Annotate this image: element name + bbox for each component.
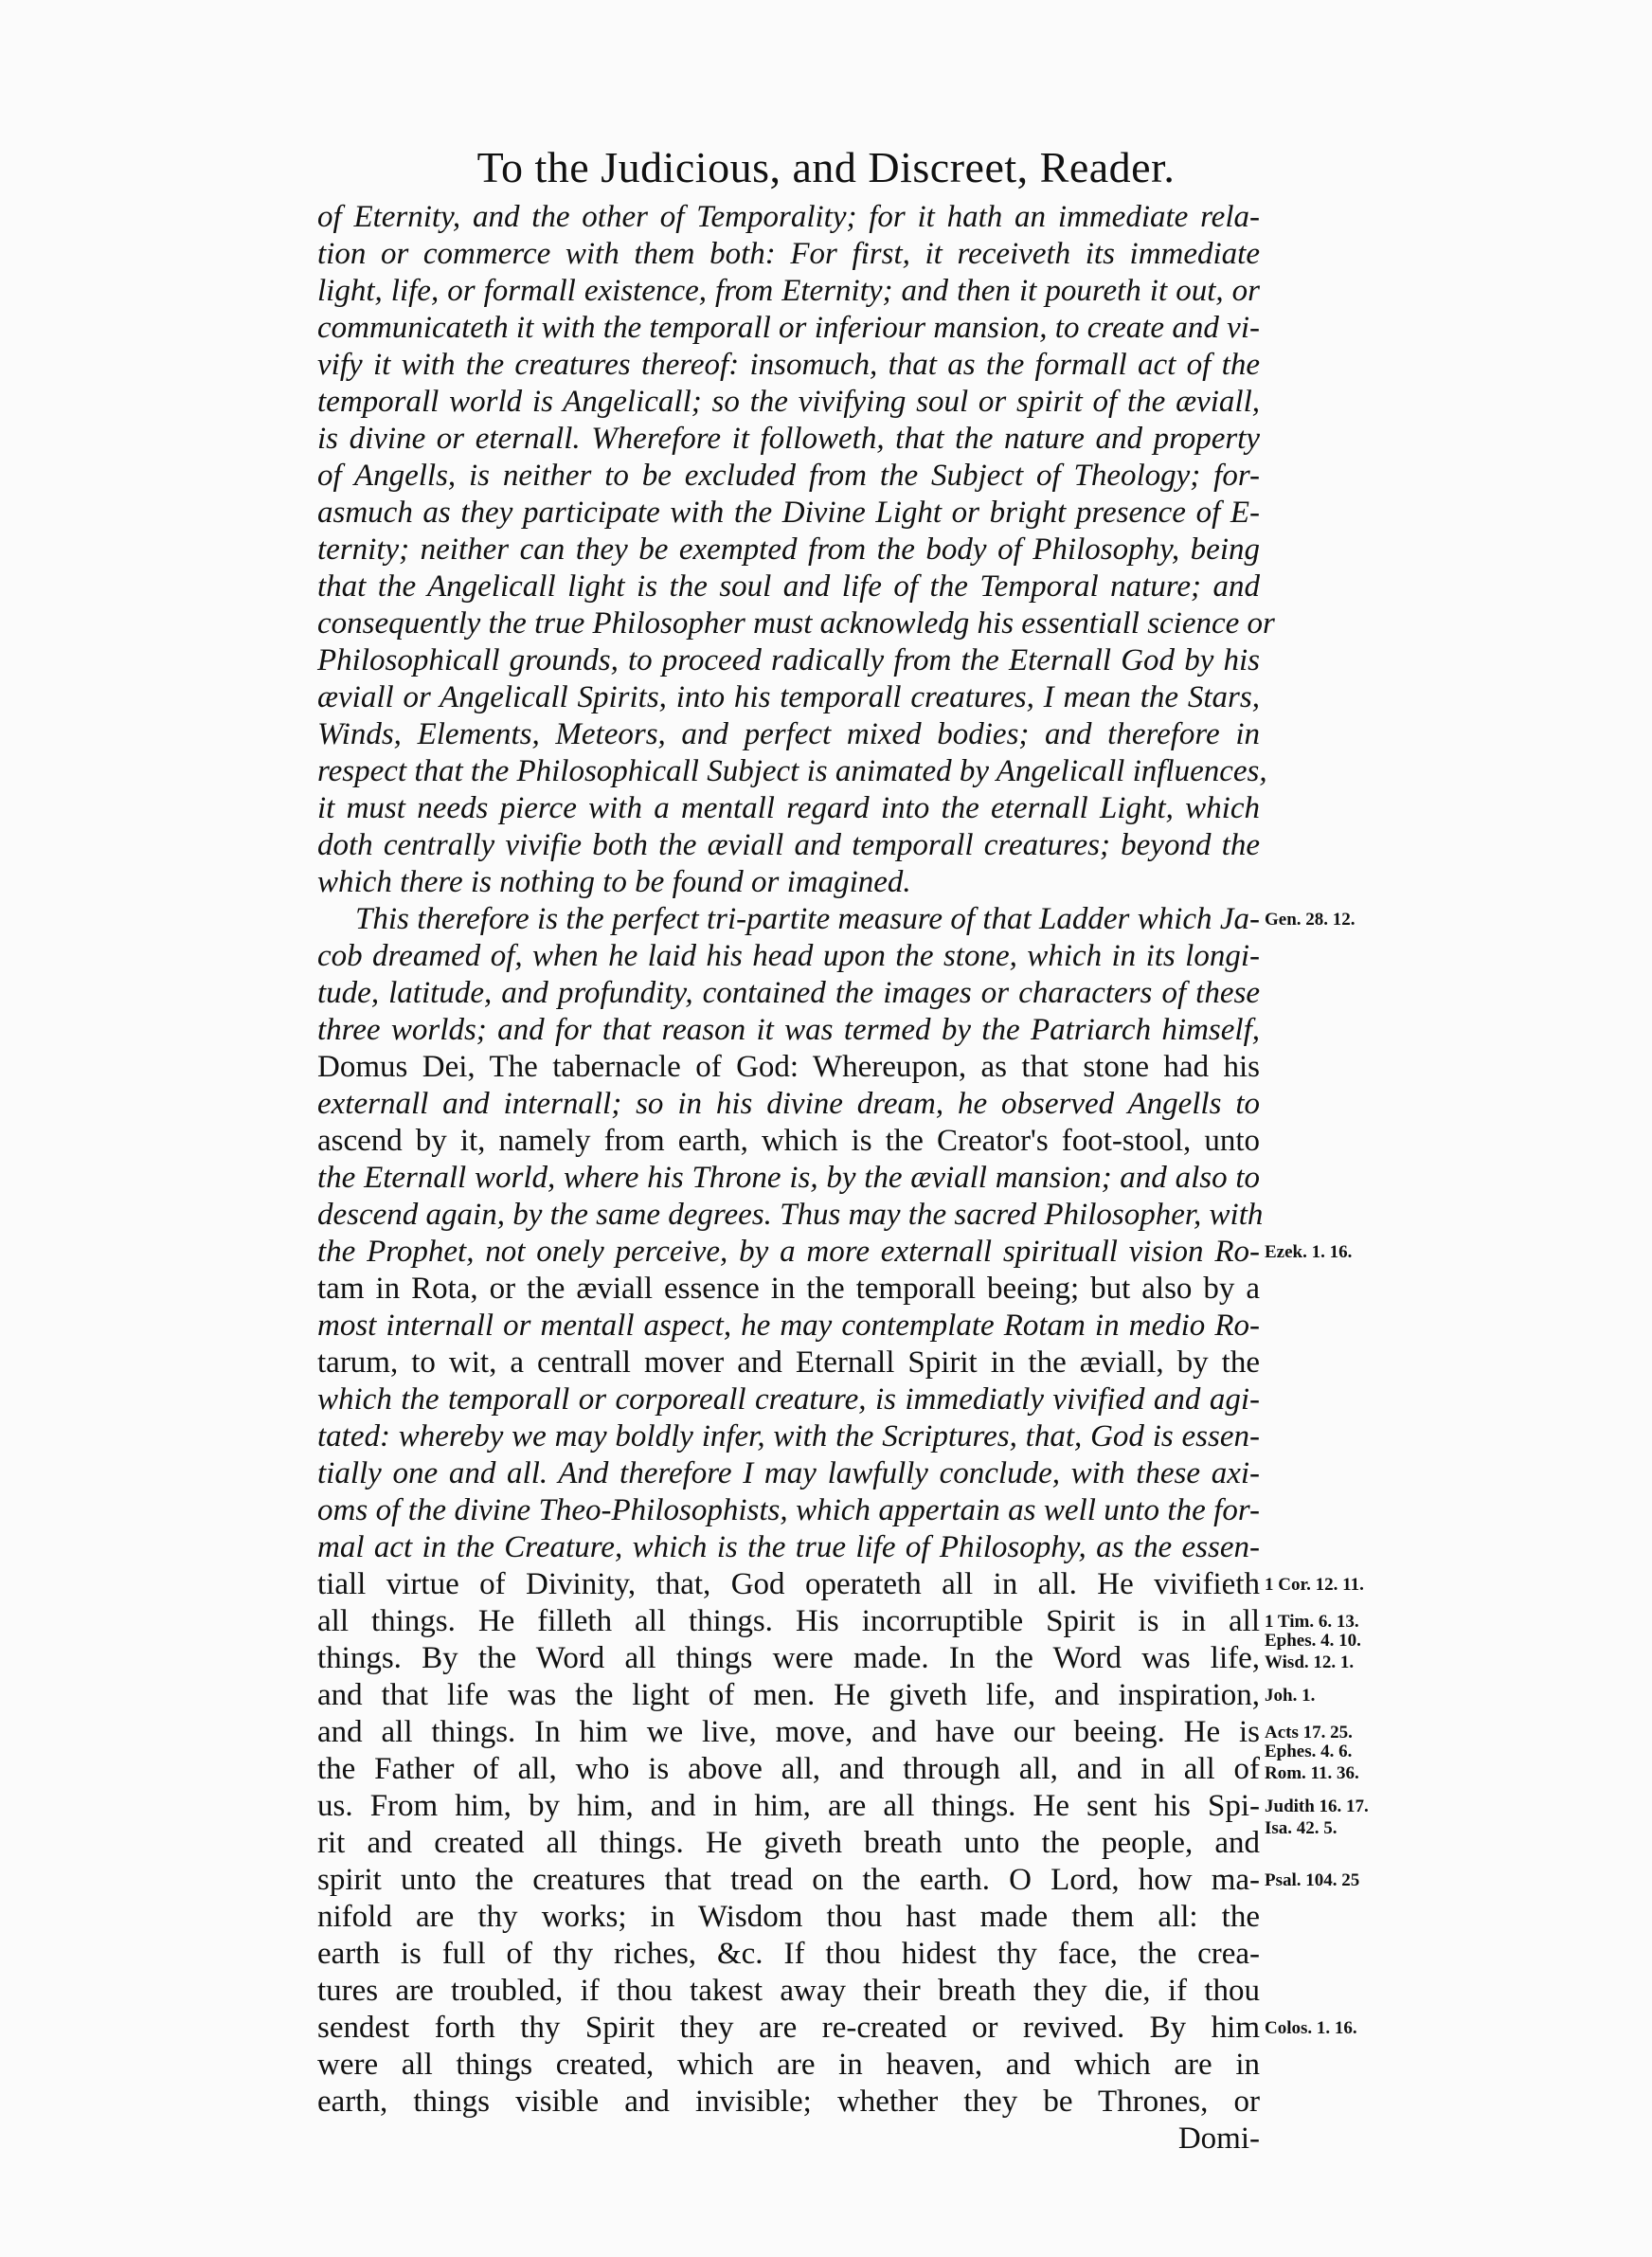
text-line: asmuch as they participate with the Divine Light or bright presence of E- (317, 496, 1260, 530)
text-line: us. From him, by him, and in him, are all things. He sent his Spi- (317, 1789, 1260, 1823)
text-line: spirit unto the creatures that tread on the earth. O Lord, how ma- (317, 1863, 1260, 1897)
text-line: mal act in the Creature, which is the true life of Philosophy, as the essen- (317, 1530, 1260, 1564)
running-header: To the Judicious, and Discreet, Reader. (476, 143, 1176, 191)
margin-note: Acts 17. 25. (1265, 1723, 1353, 1742)
margin-note: Wisd. 12. 1. (1265, 1652, 1355, 1672)
text-line: communicateth it with the temporall or inferiour mansion, to create and vi- (317, 311, 1260, 345)
text-line: Domus Dei, The tabernacle of God: Whereupon, as that stone had his (317, 1050, 1260, 1084)
text-line: sendest forth thy Spirit they are re-created or revived. By him (317, 2011, 1260, 2045)
text-line: tially one and all. And therefore I may lawfully conclude, with these axi- (317, 1456, 1260, 1490)
text-line: Winds, Elements, Meteors, and perfect mixed bodies; and therefore in (317, 717, 1260, 751)
text-line: descend again, by the same degrees. Thus may the sacred Philosopher, with (317, 1198, 1264, 1232)
text-line: all things. He filleth all things. His incorruptible Spirit is in all (317, 1604, 1260, 1638)
margin-note: Isa. 42. 5. (1265, 1818, 1338, 1839)
text-line: This therefore is the perfect tri-partite measure of that Ladder which Ja- (355, 902, 1260, 936)
text-line: that the Angelicall light is the soul and life of the Temporal nature; and (317, 569, 1260, 604)
text-line: Philosophicall grounds, to proceed radically from the Eternall God by his (317, 643, 1260, 677)
text-line: æviall or Angelicall Spirits, into his temporall creatures, I mean the Stars, (317, 680, 1260, 714)
text-line: ternity; neither can they be exempted from the body of Philosophy, being (317, 533, 1260, 567)
text-line: and that life was the light of men. He giveth life, and inspiration, (317, 1678, 1260, 1712)
margin-note: Colos. 1. 16. (1265, 2018, 1357, 2038)
text-line: three worlds; and for that reason it was termed by the Patriarch himself, (317, 1013, 1260, 1047)
margin-note: Ephes. 4. 10. (1265, 1630, 1361, 1651)
margin-note: Gen. 28. 12. (1265, 910, 1356, 930)
margin-note: 1 Tim. 6. 13. (1265, 1612, 1359, 1632)
margin-note: Psal. 104. 25 (1265, 1870, 1360, 1890)
margin-note: Rom. 11. 36. (1265, 1762, 1359, 1783)
margin-note: Joh. 1. (1265, 1686, 1316, 1706)
text-line: most internall or mentall aspect, he may contemplate Rotam in medio Ro- (317, 1309, 1260, 1343)
text-line: oms of the divine Theo-Philosophists, which appertain as well unto the for- (317, 1493, 1260, 1527)
text-line: ascend by it, namely from earth, which is the Creator's foot-stool, unto (317, 1124, 1260, 1158)
text-line: tion or commerce with them both: For first, it receiveth its immediate (317, 237, 1260, 271)
text-line: of Angells, is neither to be excluded from the Subject of Theology; for- (317, 459, 1260, 493)
text-line: vify it with the creatures thereof: insomuch, that as the formall act of the (317, 348, 1260, 382)
text-line: and all things. In him we live, move, and have our beeing. He is (317, 1715, 1260, 1749)
text-line: the Father of all, who is above all, and through all, and in all of (317, 1752, 1260, 1786)
text-body (317, 199, 1275, 2158)
margin-note: Ezek. 1. 16. (1265, 1242, 1353, 1262)
text-line: tiall virtue of Divinity, that, God operateth all in all. He vivifieth (317, 1567, 1260, 1601)
text-line: light, life, or formall existence, from Eternity; and then it poureth it out, or (317, 274, 1260, 308)
text-line: temporall world is Angelicall; so the vivifying soul or spirit of the æviall, (317, 385, 1260, 419)
text-line: tarum, to wit, a centrall mover and Eternall Spirit in the æviall, by the (317, 1345, 1260, 1380)
text-line: the Eternall world, where his Throne is, by the æviall mansion; and also to (317, 1161, 1260, 1195)
margin-note: 1 Cor. 12. 11. (1265, 1575, 1364, 1595)
text-line: doth centrally vivifie both the æviall and temporall creatures; beyond the (317, 828, 1260, 862)
text-line: which there is nothing to be found or imagined. (317, 865, 911, 899)
text-line: consequently the true Philosopher must acknowledg his essentiall science or (317, 606, 1275, 641)
text-line: is divine or eternall. Wherefore it followeth, that the nature and property (317, 422, 1260, 456)
text-line: tated: whereby we may boldly infer, with the Scriptures, that, God is essen- (317, 1419, 1260, 1454)
text-line: tures are troubled, if thou takest away their breath they die, if thou (317, 1974, 1260, 2008)
text-line: externall and internall; so in his divine dream, he observed Angells to (317, 1087, 1260, 1121)
text-line: it must needs pierce with a mentall regard into the eternall Light, which (317, 791, 1260, 825)
text-line: the Prophet, not onely perceive, by a more externall spirituall vision Ro- (317, 1235, 1260, 1269)
text-line: were all things created, which are in heaven, and which are in (317, 2048, 1260, 2082)
text-line: earth is full of thy riches, &c. If thou hidest thy face, the crea- (317, 1937, 1260, 1971)
text-line: respect that the Philosophicall Subject is animated by Angelicall influences, (317, 754, 1267, 788)
text-line: earth, things visible and invisible; whether they be Thrones, or (317, 2085, 1260, 2119)
text-line: cob dreamed of, when he laid his head upon the stone, which in its longi- (317, 939, 1260, 973)
text-line: rit and created all things. He giveth breath unto the people, and (317, 1826, 1260, 1860)
text-line: nifold are thy works; in Wisdom thou hast made them all: the (317, 1900, 1260, 1934)
text-line: things. By the Word all things were made. In the Word was life, (317, 1641, 1260, 1675)
text-line: of Eternity, and the other of Temporality; for it hath an immediate rela- (317, 200, 1260, 234)
margin-note: Ephes. 4. 6. (1265, 1741, 1353, 1761)
text-line: tude, latitude, and profundity, contained the images or characters of these (317, 976, 1260, 1010)
text-line: tam in Rota, or the æviall essence in the temporall beeing; but also by a (317, 1272, 1260, 1306)
margin-note: Judith 16. 17. (1265, 1797, 1369, 1816)
text-line: which the temporall or corporeall creature, is immediatly vivified and agi- (317, 1382, 1260, 1417)
text-line: Domi- (1177, 2122, 1260, 2156)
